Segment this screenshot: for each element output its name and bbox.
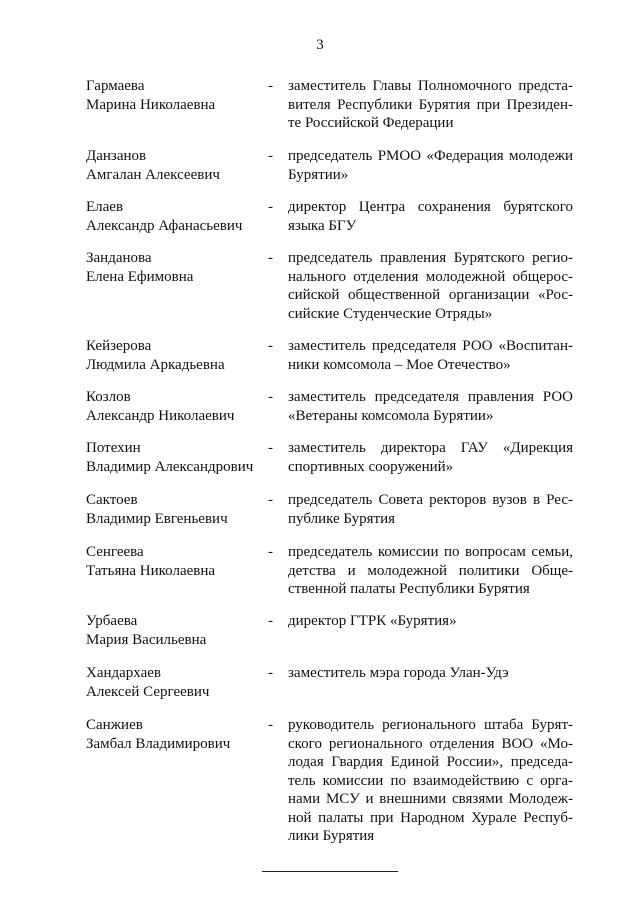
page-number: 3 <box>316 37 324 53</box>
dash-separator: - <box>268 440 273 456</box>
role-line: тель комиссии по взаимодействию с орга- <box>288 772 573 789</box>
member-role <box>288 439 573 476</box>
member-given-name: Владимир Евгеньевич <box>86 510 228 527</box>
role-line: заместитель председателя правления РОО <box>288 389 573 405</box>
member-role <box>288 147 573 184</box>
member-surname: Данзанов <box>86 148 147 164</box>
role-line: нального отделения молодежной общерос- <box>288 268 573 285</box>
dash-separator: - <box>268 544 273 560</box>
dash-separator: - <box>268 717 273 733</box>
member-given-name: Людмила Аркадьевна <box>86 356 225 373</box>
member-given-name: Замбал Владимирович <box>86 735 231 752</box>
role-line: те Российской Федерации <box>288 115 454 131</box>
member-name <box>86 147 261 184</box>
role-line: вителя Республики Бурятия при Президен- <box>288 96 573 113</box>
member-surname: Козлов <box>86 389 131 405</box>
role-line: спортивных сооружений» <box>288 458 454 475</box>
role-line: заместитель председателя РОО «Воспитан- <box>288 338 573 354</box>
footer-divider <box>262 871 398 872</box>
member-given-name: Владимир Александрович <box>86 458 254 475</box>
member-name <box>86 543 261 580</box>
member-given-name: Амгалан Алексеевич <box>86 166 220 183</box>
member-name <box>86 249 261 286</box>
dash-separator: - <box>268 199 273 215</box>
role-line: нами МСУ и внешними связями Молодеж- <box>288 791 573 807</box>
member-name <box>86 612 261 649</box>
member-surname: Хандархаев <box>86 665 162 681</box>
member-given-name: Александр Афанасьевич <box>86 217 243 234</box>
member-surname: Елаев <box>86 199 124 215</box>
member-given-name: Татьяна Николаевна <box>86 562 216 579</box>
member-given-name: Алексей Сергеевич <box>86 683 210 700</box>
role-line: ной палаты при Народном Хурале Респуб- <box>288 809 573 826</box>
role-line: лодая Гвардия Единой России», председа- <box>288 754 573 770</box>
dash-separator: - <box>268 389 273 405</box>
role-line: языка БГУ <box>288 217 357 234</box>
role-line: публике Бурятия <box>288 510 396 527</box>
member-surname: Потехин <box>86 440 141 456</box>
member-role <box>288 337 573 374</box>
member-name <box>86 439 261 476</box>
role-line: «Ветераны комсомола Бурятии» <box>288 407 494 424</box>
member-name <box>86 716 261 753</box>
dash-separator: - <box>268 78 273 94</box>
dash-separator: - <box>268 250 273 266</box>
member-name <box>86 664 261 701</box>
member-given-name: Александр Николаевич <box>86 407 235 424</box>
member-surname: Санжиев <box>86 717 143 733</box>
role-line: председатель правления Бурятского регио- <box>288 250 573 266</box>
role-line: председатель РМОО «Федерация молодежи <box>288 148 573 164</box>
member-surname: Урбаева <box>86 613 138 629</box>
role-line: ского регионального отделения ВОО «Мо- <box>288 735 573 752</box>
dash-separator: - <box>268 665 273 681</box>
role-line: заместитель директора ГАУ «Дирекция <box>288 440 573 456</box>
role-line: сийской общественной организации «Рос- <box>288 287 573 303</box>
role-line: сийские Студенческие Отряды» <box>288 305 493 322</box>
member-surname: Кейзерова <box>86 338 152 354</box>
member-role <box>288 198 573 235</box>
dash-separator: - <box>268 492 273 508</box>
member-name <box>86 337 261 374</box>
member-role <box>288 716 573 846</box>
role-line: директор ГТРК «Бурятия» <box>288 613 457 629</box>
dash-separator: - <box>268 338 273 354</box>
member-name <box>86 77 261 114</box>
role-line: ственной палаты Республики Бурятия <box>288 581 530 597</box>
dash-separator: - <box>268 148 273 164</box>
member-role <box>288 77 573 133</box>
role-line: руководитель регионального штаба Бурят- <box>288 717 573 733</box>
member-name <box>86 388 261 425</box>
member-role <box>288 491 573 528</box>
role-line: детства и молодежной политики Обще- <box>288 562 573 579</box>
member-role <box>288 388 573 425</box>
member-given-name: Мария Васильевна <box>86 631 207 648</box>
member-role <box>288 249 573 323</box>
role-line: заместитель мэра города Улан-Удэ <box>288 665 509 681</box>
member-surname: Гармаева <box>86 78 145 94</box>
role-line: Бурятии» <box>288 166 349 183</box>
member-given-name: Марина Николаевна <box>86 96 216 113</box>
role-line: лики Бурятия <box>288 828 375 844</box>
member-role <box>288 664 573 683</box>
member-given-name: Елена Ефимовна <box>86 268 194 285</box>
member-role <box>288 612 573 631</box>
member-name <box>86 198 261 235</box>
role-line: заместитель Главы Полномочного предста- <box>288 78 573 94</box>
role-line: директор Центра сохранения бурятского <box>288 199 573 215</box>
member-surname: Сенгеева <box>86 544 144 560</box>
role-line: ники комсомола – Мое Отечество» <box>288 356 511 373</box>
member-surname: Сактоев <box>86 492 138 508</box>
member-surname: Занданова <box>86 250 152 266</box>
member-name <box>86 491 261 528</box>
dash-separator: - <box>268 613 273 629</box>
role-line: председатель комиссии по вопросам семьи, <box>288 544 573 560</box>
role-line: председатель Совета ректоров вузов в Рес- <box>288 492 573 508</box>
member-role <box>288 543 573 599</box>
